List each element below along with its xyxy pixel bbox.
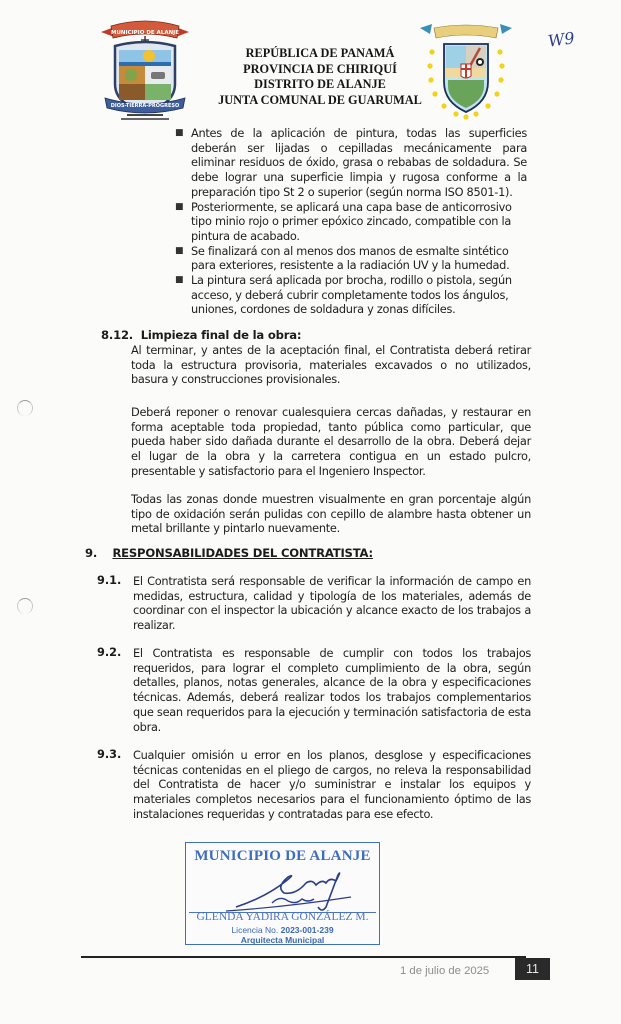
svg-text:DIOS-TIERRA-PROGRESO: DIOS-TIERRA-PROGRESO xyxy=(110,103,180,109)
stamp-role: Arquitecta Municipal xyxy=(240,935,325,945)
item-number: 9.1. xyxy=(97,574,122,587)
bullet-icon: ■ xyxy=(175,275,184,286)
stamp-license xyxy=(186,925,379,935)
section-8-12-heading xyxy=(101,328,301,342)
item-number: 9.3. xyxy=(97,748,122,761)
punch-hole-mark xyxy=(17,400,33,416)
bullet-text: Posteriormente, se aplicará una capa base de anticorrosivo tipo minio rojo o primer epóxico zincado, compatible con la pintura de acabado. xyxy=(191,199,512,243)
section-title: Limpieza final de la obra: xyxy=(140,328,302,342)
section-9-1-text: El Contratista será responsable de verificar la información de campo en medidas, estructura, calidad y tipología de los materiales, además de coordinar con el inspector la ubicación y alcance exacto de los trabajos a realizar. xyxy=(133,574,531,633)
painting-bullet-list xyxy=(172,126,527,317)
header-title-block xyxy=(195,46,445,108)
section-number: 8.12. xyxy=(101,328,134,342)
junta-comunal-guarumal-coat-of-arms-icon xyxy=(418,22,514,120)
license-label: Licencia No. xyxy=(231,925,279,935)
footer-divider xyxy=(81,956,526,958)
punch-hole-mark xyxy=(17,598,33,614)
bullet-text: Antes de la aplicación de pintura, todas las superficies deberán ser lijadas o cepilladas mecánicamente para eliminar residuos de óxido, grasa o rebabas de soldadura. Se debe lograr una superficie limpia y rugosa conforme a la preparación tipo St 2 o superior (según norma ISO 8501-1). xyxy=(191,126,527,199)
stamp-title: MUNICIPIO DE ALANJE xyxy=(194,848,371,864)
item-number: 9.2. xyxy=(97,646,122,659)
section-8-12-paragraph-1: Al terminar, y antes de la aceptación final, el Contratista deberá retirar toda la estructura provisoria, materiales excavados o no utilizados, basura y construcciones provisionales. xyxy=(131,343,531,387)
list-item xyxy=(172,273,527,317)
section-9-heading xyxy=(85,546,373,560)
list-item xyxy=(172,244,527,273)
page-number-badge: 11 xyxy=(515,958,550,980)
section-8-12-paragraph-2: Deberá reponer o renovar cualesquiera cercas dañadas, y restaurar en forma aceptable toda propiedad, tanto pública como particular, que pueda haber sido dañada durante el desarrollo de la obra. Deberá dejar el lugar de la obra y la carretera contigua en un estado pulcro, presentable y satisfactorio para el Ingeniero Inspector. xyxy=(131,405,531,478)
signature-icon xyxy=(226,867,356,917)
list-item xyxy=(172,126,527,200)
header-line-republic: REPÚBLICA DE PANAMÁ xyxy=(245,46,395,60)
footer-date: 1 de julio de 2025 xyxy=(400,965,490,977)
bullet-icon: ■ xyxy=(175,128,184,138)
license-number: 2023-001-239 xyxy=(280,925,334,935)
header-line-district: DISTRITO DE ALANJE xyxy=(254,77,386,91)
section-9-3-text: Cualquier omisión u error en los planos, desglose y especificaciones técnicas contenidas en el pliego de cargos, no releva la responsabilidad del Contratista de hacer y/o suministrar e instalar los equipos y materiales completos necesarios para el funcionamiento óptimo de las instalaciones requeridas y contratadas para ese efecto. xyxy=(133,748,531,821)
section-number: 9. xyxy=(85,546,98,560)
svg-text:MUNICIPIO DE ALANJE: MUNICIPIO DE ALANJE xyxy=(110,30,180,36)
stamp-name: GLENDA YADIRA GONZÁLEZ M. xyxy=(196,911,369,923)
municipio-de-alanje-coat-of-arms-icon xyxy=(97,18,193,122)
header-line-province: PROVINCIA DE CHIRIQUÍ xyxy=(243,61,397,76)
section-8-12-paragraph-3: Todas las zonas donde muestren visualmente en gran porcentaje algún tipo de oxidación serán pulidas con cepillo de alambre hasta obtener un metal brillante y pintarlo nuevamente. xyxy=(131,492,531,536)
header-line-junta: JUNTA COMUNAL DE GUARUMAL xyxy=(218,92,422,107)
section-9-2-text: El Contratista es responsable de cumplir con todos los trabajos requeridos, para lograr el completo cumplimiento de la obra, según detalles, planos, notas generales, alcance de la obra y especificaciones técnicas. Además, deberá realizar todos los trabajos complementarios que sean requeridos para la ejecución y terminación satisfactoria de esta obra. xyxy=(133,646,531,734)
bullet-icon: ■ xyxy=(175,201,184,212)
official-stamp xyxy=(185,842,380,945)
bullet-text: La pintura será aplicada por brocha, rodillo o pistola, según acceso, y deberá cubrir completamente todos los ángulos, uniones, cordones de soldadura y zonas difíciles. xyxy=(191,273,512,317)
municipio-alanje-logo xyxy=(97,18,193,122)
bullet-icon: ■ xyxy=(175,245,184,256)
junta-comunal-logo xyxy=(418,22,514,120)
bullet-text: Se finalizará con al menos dos manos de esmalte sintético para exteriores, resistente a la radiación UV y la humedad. xyxy=(191,243,510,273)
list-item xyxy=(172,200,527,244)
section-title: RESPONSABILIDADES DEL CONTRATISTA: xyxy=(112,546,373,560)
handwritten-initials: W9 xyxy=(546,28,576,51)
